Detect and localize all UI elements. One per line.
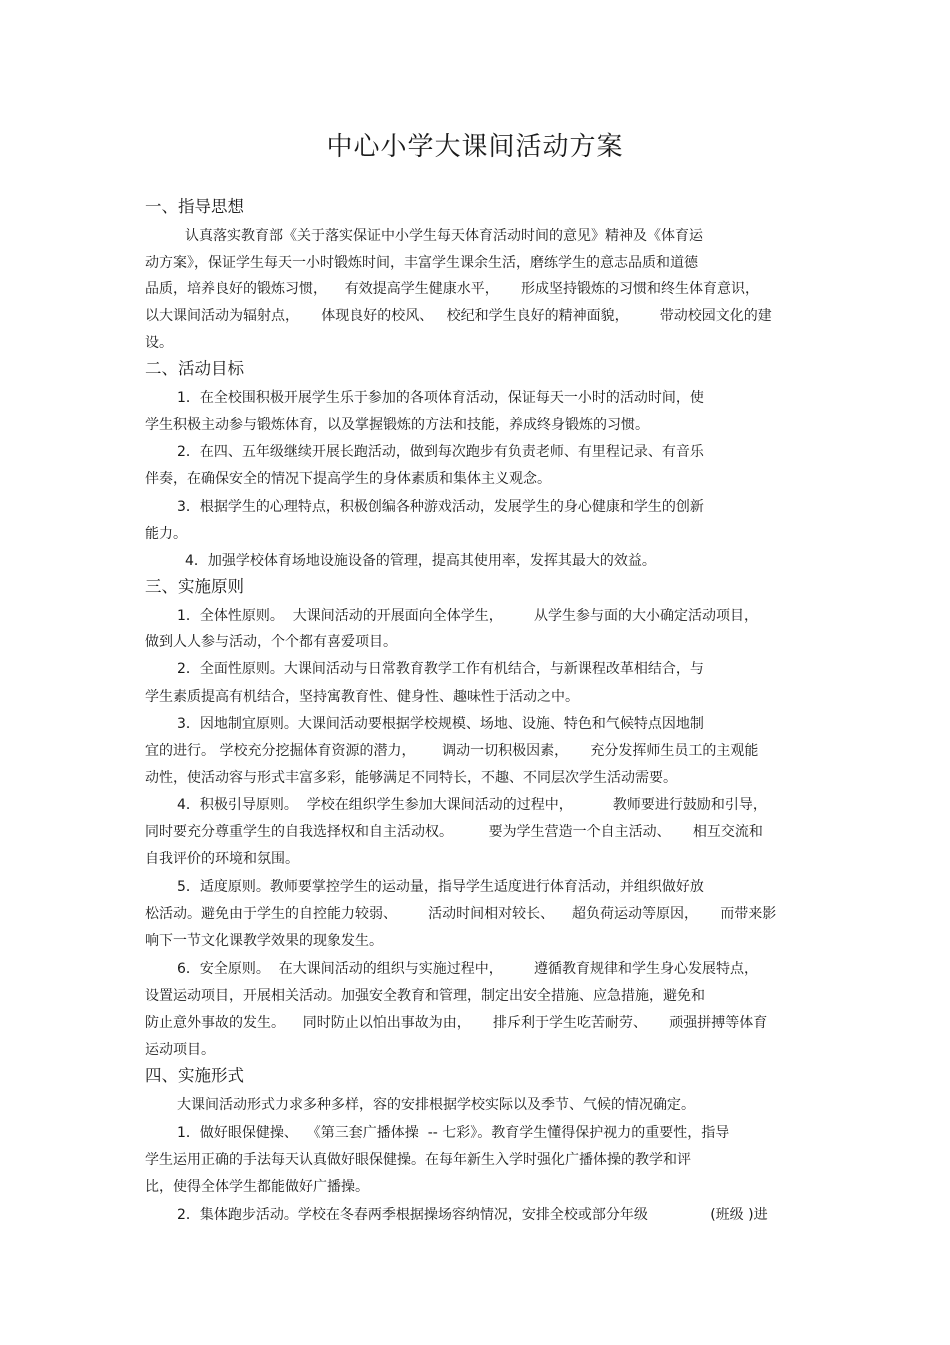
paragraph-line: 3．因地制宜原则。大课间活动要根据学校规模、场地、设施、特色和气候特点因地制 — [177, 716, 704, 732]
paragraph-line: 做到人人参与活动，个个都有喜爱项目。 — [145, 634, 397, 650]
paragraph-line: 6．安全原则。 在大课间活动的组织与实施过程中， 遵循教育规律和学生身心发展特点， — [177, 961, 758, 977]
paragraph-line: 大课间活动形式力求多种多样，容的安排根据学校实际以及季节、气候的情况确定。 — [177, 1097, 695, 1113]
section-heading: 三、实施原则 — [145, 577, 244, 596]
paragraph-line: 学生积极主动参与锻炼体育，以及掌握锻炼的方法和技能，养成终身锻炼的习惯。 — [145, 417, 649, 433]
paragraph-line: 4．积极引导原则。 学校在组织学生参加大课间活动的过程中， 教师要进行鼓励和引导， — [177, 797, 767, 813]
paragraph-line: 2．集体跑步活动。学校在冬春两季根据操场容纳情况，安排全校或部分年级 (班级 )进 — [177, 1207, 768, 1223]
paragraph-line: 设置运动项目，开展相关活动。加强安全教育和管理，制定出安全措施、应急措施，避免和 — [145, 988, 705, 1004]
paragraph-line: 2．全面性原则。大课间活动与日常教育教学工作有机结合，与新课程改革相结合，与 — [177, 661, 704, 677]
paragraph-line: 运动项目。 — [145, 1042, 215, 1058]
section-heading: 二、活动目标 — [145, 359, 244, 378]
paragraph-line: 5．适度原则。教师要掌控学生的运动量，指导学生适度进行体育活动，并组织做好放 — [177, 879, 704, 895]
paragraph-line: 自我评价的环境和氛围。 — [145, 851, 299, 867]
paragraph-line: 防止意外事故的发生。 同时防止以怕出事故为由， 排斥利于学生吃苦耐劳、 顽强拼搏等体育 — [145, 1015, 768, 1031]
paragraph-line: 动方案》，保证学生每天一小时锻炼时间，丰富学生课余生活，磨练学生的意志品质和道德 — [145, 255, 698, 271]
paragraph-line: 宜的进行。 学校充分挖掘体育资源的潜力， 调动一切积极因素， 充分发挥师生员工的主观能 — [145, 743, 759, 759]
paragraph-line: 动性，使活动容与形式丰富多彩，能够满足不同特长，不趣、不同层次学生活动需要。 — [145, 770, 677, 786]
paragraph-line: 松活动。避免由于学生的自控能力较弱、 活动时间相对较长、 超负荷运动等原因， 而带来影 — [145, 906, 777, 922]
paragraph-line: 学生运用正确的手法每天认真做好眼保健操。在每年新生入学时强化广播体操的教学和评 — [145, 1152, 691, 1168]
paragraph-line: 比，使得全体学生都能做好广播操。 — [145, 1179, 369, 1195]
section-heading: 四、实施形式 — [145, 1066, 244, 1085]
paragraph-line: 品质，培养良好的锻炼习惯， 有效提高学生健康水平， 形成坚持锻炼的习惯和终生体育意识， — [145, 281, 760, 297]
paragraph-line: 能力。 — [145, 526, 187, 542]
section-heading: 一、指导思想 — [145, 197, 244, 216]
paragraph-line: 1．全体性原则。 大课间活动的开展面向全体学生， 从学生参与面的大小确定活动项目， — [177, 608, 758, 624]
paragraph-line: 1．在全校围积极开展学生乐于参加的各项体育活动，保证每天一小时的活动时间，使 — [177, 390, 704, 406]
paragraph-line: 3．根据学生的心理特点，积极创编各种游戏活动，发展学生的身心健康和学生的创新 — [177, 499, 704, 515]
paragraph-line: 以大课间活动为辐射点， 体现良好的校风、 校纪和学生良好的精神面貌， 带动校园文化的建 — [145, 308, 772, 324]
paragraph-line: 认真落实教育部《关于落实保证中小学生每天体育活动时间的意见》精神及《体育运 — [185, 228, 703, 244]
paragraph-line: 1．做好眼保健操、 《第三套广播体操 -- 七彩》。教育学生懂得保护视力的重要性，指导 — [177, 1125, 730, 1141]
paragraph-line: 伴奏，在确保安全的情况下提高学生的身体素质和集体主义观念。 — [145, 471, 551, 487]
page-title: 中心小学大课间活动方案 — [326, 132, 624, 162]
paragraph-line: 4．加强学校体育场地设施设备的管理，提高其使用率，发挥其最大的效益。 — [185, 553, 656, 569]
paragraph-line: 同时要充分尊重学生的自我选择权和自主活动权。 要为学生营造一个自主活动、 相互交流和 — [145, 824, 763, 840]
paragraph-line: 学生素质提高有机结合，坚持寓教育性、健身性、趣味性于活动之中。 — [145, 689, 579, 705]
paragraph-line: 响下一节文化课教学效果的现象发生。 — [145, 933, 383, 949]
paragraph-line: 2．在四、五年级继续开展长跑活动，做到每次跑步有负责老师、有里程记录、有音乐 — [177, 444, 704, 460]
paragraph-line: 设。 — [145, 335, 173, 351]
